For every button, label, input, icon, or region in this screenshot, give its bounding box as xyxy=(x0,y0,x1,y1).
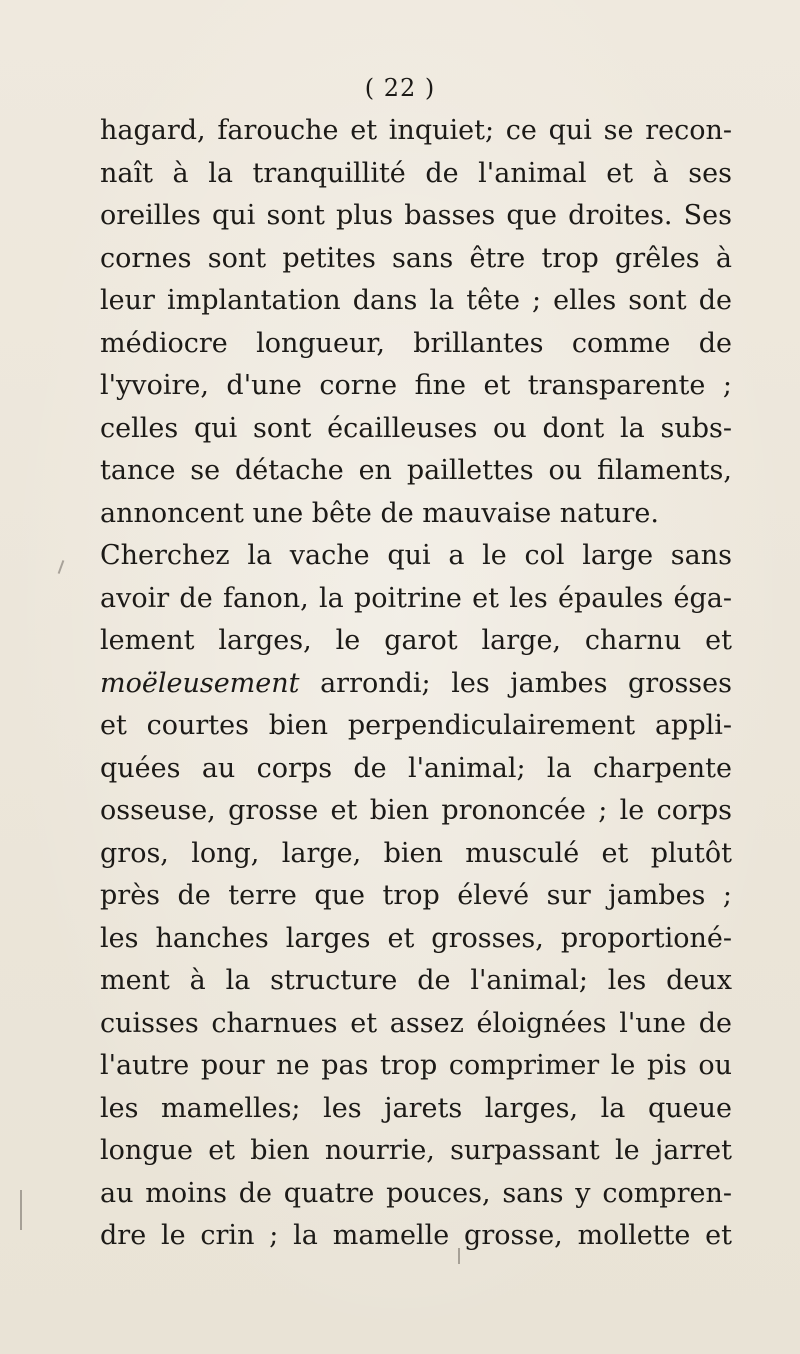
line-text: et courtes bien perpendiculairement appli- xyxy=(100,710,732,741)
italic-word: moëleusement xyxy=(100,667,300,699)
text-line xyxy=(100,153,732,196)
line-text: gros, long, large, bien musculé et plutôt xyxy=(100,837,732,869)
page-number: ( 22 ) xyxy=(364,74,436,102)
line-text: ment à la structure de l'animal; les deux xyxy=(100,965,732,996)
text-line xyxy=(100,1003,732,1046)
line-text: quées au corps de l'animal; la charpente xyxy=(100,752,732,784)
text-line xyxy=(100,705,732,748)
text-line xyxy=(100,1215,732,1258)
text-line xyxy=(100,620,732,663)
line-text: dre le crin ; la mamelle grosse, mollette et xyxy=(100,1220,732,1251)
text-line xyxy=(100,1088,732,1131)
line-text: au moins de quatre pouces, sans y compren- xyxy=(100,1177,732,1209)
line-text: l'yvoire, d'une corne fine et transparente ; xyxy=(100,370,732,401)
text-line xyxy=(100,238,732,281)
line-text: oreilles qui sont plus basses que droites. Ses xyxy=(100,200,732,231)
text-line xyxy=(100,110,732,153)
line-text: l'autre pour ne pas trop comprimer le pis ou xyxy=(100,1050,732,1081)
line-text: les mamelles; les jarets larges, la queue xyxy=(100,1092,732,1124)
line-text: avoir de fanon, la poitrine et les épaules éga- xyxy=(100,582,732,614)
line-text: naît à la tranquillité de l'animal et à ses xyxy=(100,157,732,189)
text-line xyxy=(100,1173,732,1216)
line-text: lement larges, le garot large, charnu et xyxy=(100,625,732,656)
paper-speck xyxy=(20,1190,22,1230)
text-line xyxy=(100,450,732,493)
line-text: osseuse, grosse et bien prononcée ; le corps xyxy=(100,795,732,826)
line-text: les hanches larges et grosses, proportioné- xyxy=(100,922,732,954)
text-line xyxy=(100,535,732,578)
line-text: cuisses charnues et assez éloignées l'une de xyxy=(100,1007,732,1039)
text-line xyxy=(100,195,732,238)
text-line xyxy=(100,1045,732,1088)
text-line xyxy=(100,875,732,918)
line-text: près de terre que trop élevé sur jambes ; xyxy=(100,880,732,911)
paper-speck xyxy=(458,1248,460,1264)
line-text: tance se détache en paillettes ou filaments, xyxy=(100,455,732,486)
text-line xyxy=(100,493,732,536)
text-line xyxy=(100,365,732,408)
text-line xyxy=(100,918,732,961)
text-line xyxy=(100,748,732,791)
line-text: hagard, farouche et inquiet; ce qui se recon- xyxy=(100,115,732,146)
line-text: leur implantation dans la tête ; elles sont de xyxy=(100,285,732,316)
text-line xyxy=(100,280,732,323)
body-text xyxy=(100,110,732,1258)
line-text: arrondi; les jambes grosses xyxy=(299,667,732,699)
text-line xyxy=(100,833,732,876)
line-text: Cherchez la vache qui a le col large sans xyxy=(100,540,732,571)
text-line xyxy=(100,578,732,621)
line-text: celles qui sont écailleuses ou dont la subs- xyxy=(100,412,732,444)
line-text: longue et bien nourrie, surpassant le jarret xyxy=(100,1135,732,1166)
text-line xyxy=(100,1130,732,1173)
line-text: médiocre longueur, brillantes comme de xyxy=(100,327,732,359)
line-text: annoncent une bête de mauvaise nature. xyxy=(100,497,659,529)
text-line xyxy=(100,323,732,366)
line-text: cornes sont petites sans être trop grêles à xyxy=(100,242,732,274)
paper-speck xyxy=(58,560,65,574)
text-line xyxy=(100,790,732,833)
text-line xyxy=(100,960,732,1003)
text-line xyxy=(100,408,732,451)
text-line xyxy=(100,663,732,706)
